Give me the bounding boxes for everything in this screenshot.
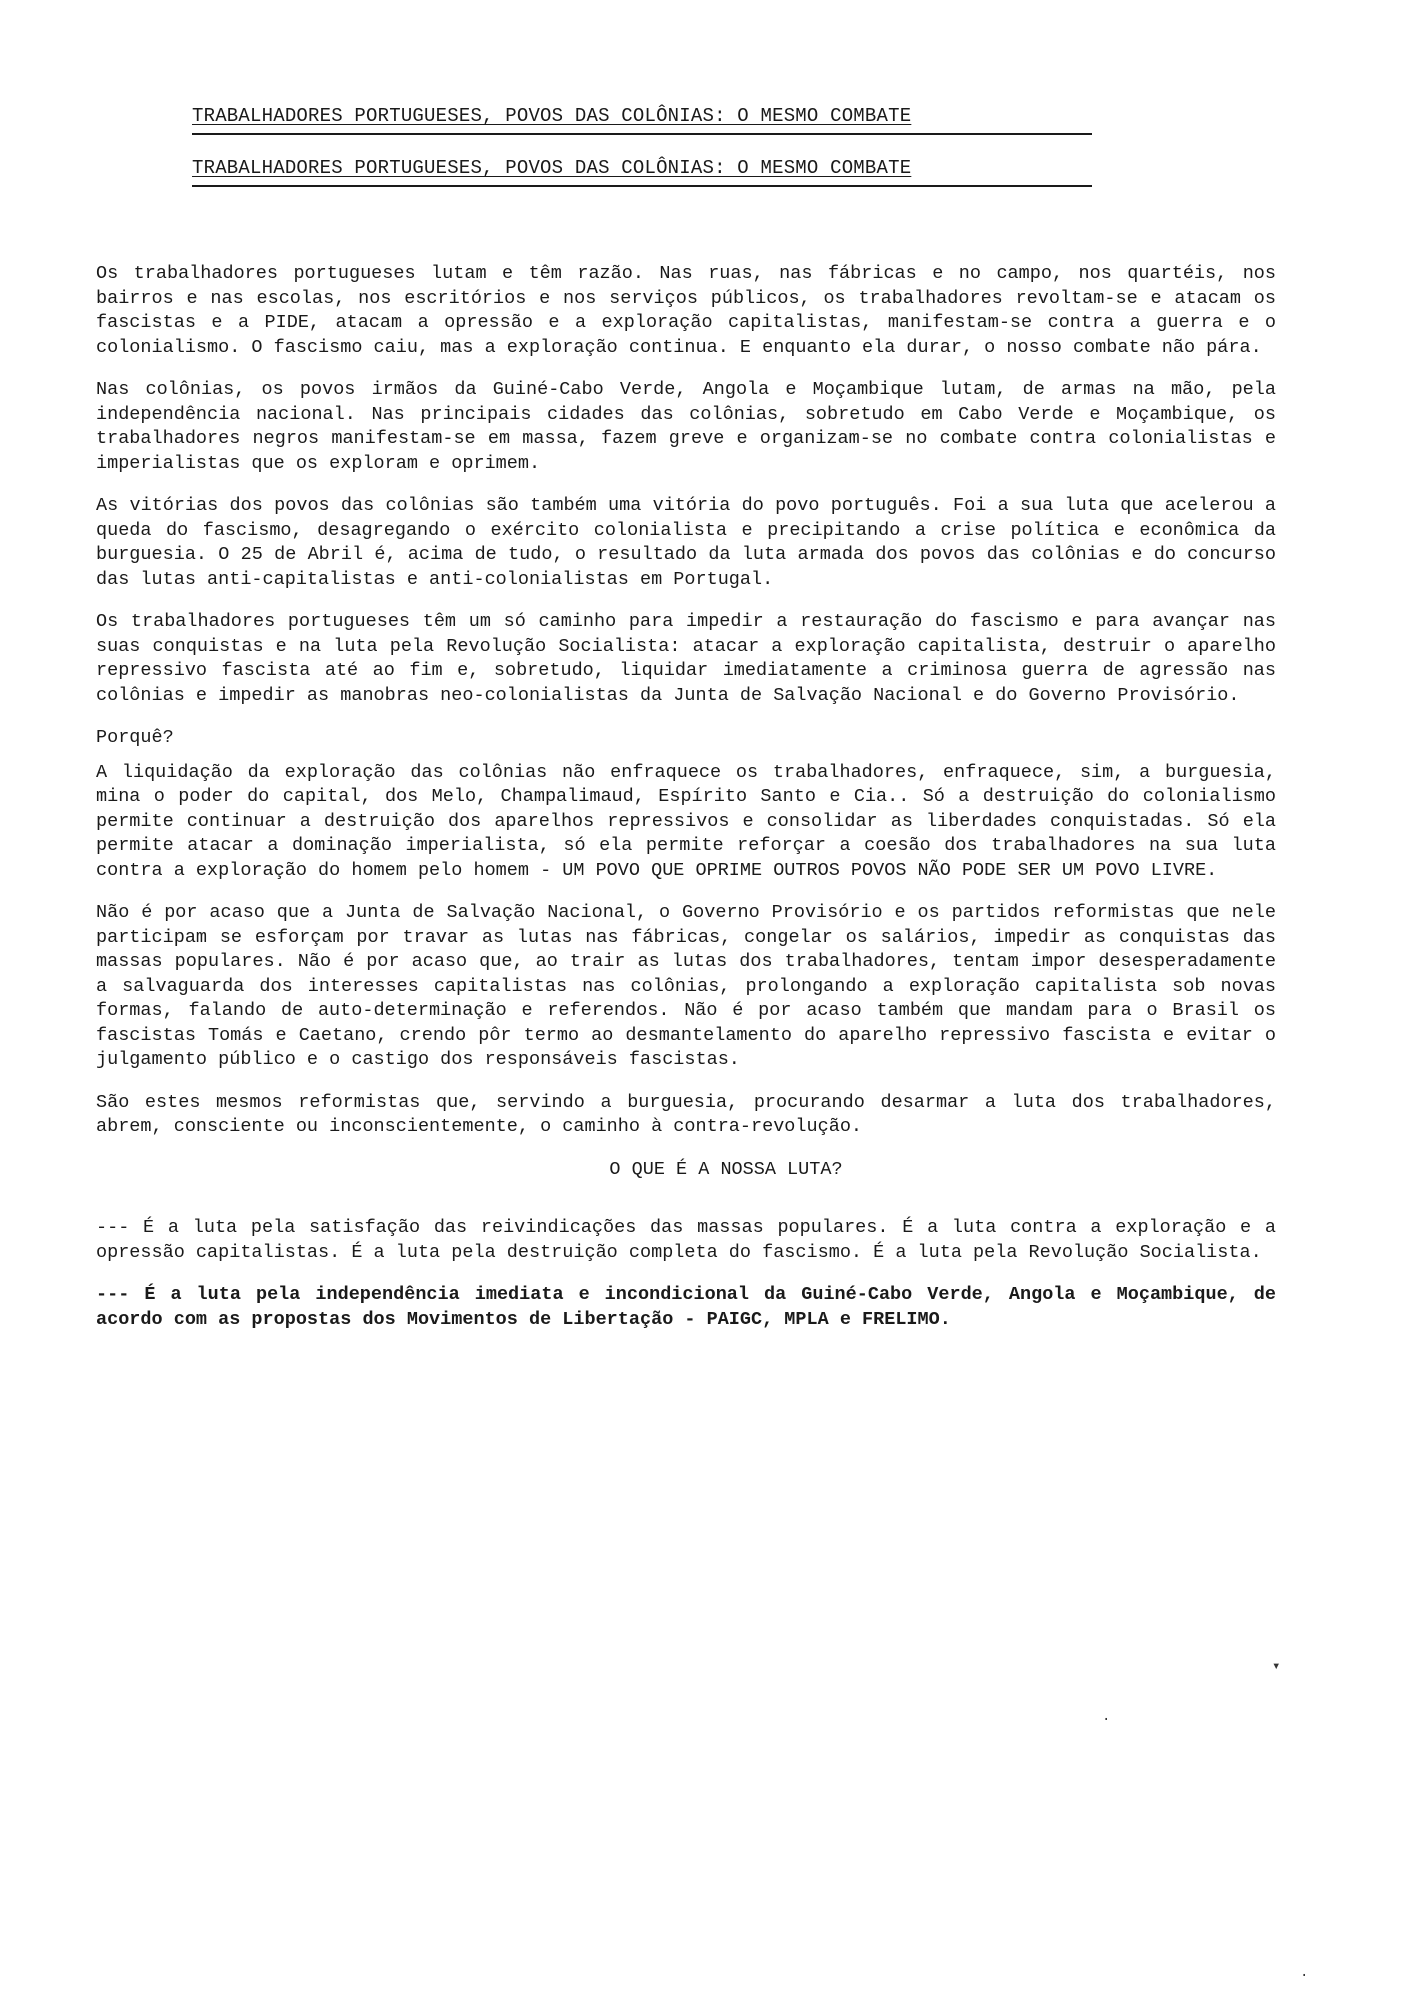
scan-speck-icon: · xyxy=(1102,1712,1111,1728)
paragraph: Os trabalhadores portugueses lutam e têm razão. Nas ruas, nas fábricas e no campo, nos quartéis, nos bairros e nas escolas, nos escritórios e nos serviços públicos, os trabalhadores revoltam-se e atacam os fascistas e a PIDE, atacam a opressão e a exploração capitalistas, manifestam-se contra a guerra e o colonialismo. O fascismo caiu, mas a exploração continua. E enquanto ela durar, o nosso combate não pára. xyxy=(96,263,1276,358)
paragraph: A liquidação da exploração das colônias não enfraquece os trabalhadores, enfraquece, sim, a burguesia, mina o poder do capital, dos Melo, Champalimaud, Espírito Santo e Cia.. Só a destruição do colonialismo permite continuar a destruição dos aparelhos repressivos e consolidar as liberdades conquistadas. Só ela permite atacar a dominação imperialista, só ela permite reforçar a coesão dos trabalhadores na sua luta contra a exploração do homem pelo homem - UM POVO QUE OPRIME OUTROS POVOS NÃO PODE SER UM POVO LIVRE. xyxy=(96,761,1276,881)
document-body xyxy=(96,262,1276,1350)
list-item: --- É a luta pela satisfação das reivindicações das massas populares. É a luta contra a exploração e a opressão capitalistas. É a luta pela destruição completa do fascismo. É a luta pela Revolução Socialista. xyxy=(96,1217,1276,1263)
section-title: O QUE É A NOSSA LUTA? xyxy=(609,1158,843,1180)
paragraph: Não é por acaso que a Junta de Salvação Nacional, o Governo Provisório e os partidos reformistas que nele participam se esforçam por travar as lutas nas fábricas, congelar os salários, impedir as conquistas das massas populares. Não é por acaso que, ao trair as lutas dos trabalhadores, tentam impor desesperadamente a salvaguarda dos interesses capitalistas nas colônias, prolongando a exploração capitalista sob novas formas, falando de auto-determinação e referendos. Não é por acaso também que mandam para o Brasil os fascistas Tomás e Caetano, crendo pôr termo ao desmantelamento do aparelho repressivo fascista e evitar o julgamento público e o castigo dos responsáveis fascistas. xyxy=(96,902,1276,1070)
paragraph: Nas colônias, os povos irmãos da Guiné-Cabo Verde, Angola e Moçambique lutam, de armas na mão, pela independência nacional. Nas principais cidades das colônias, sobretudo em Cabo Verde e Moçambique, os trabalhadores negros manifestam-se em massa, fazem greve e organizam-se no combate contra colonialistas e imperialistas que os exploram e oprimem. xyxy=(96,379,1276,474)
scan-speck-icon: ▾ xyxy=(1272,1659,1281,1675)
list-item: --- É a luta pela independência imediata e incondicional da Guiné-Cabo Verde, Angola e Moçambique, de acordo com as propostas dos Movimentos de Libertação - PAIGC, MPLA e FRELIMO. xyxy=(96,1284,1276,1330)
paragraph: Os trabalhadores portugueses têm um só caminho para impedir a restauração do fascismo e para avançar nas suas conquistas e na luta pela Revolução Socialista: atacar a exploração capitalista, destruir o aparelho repressivo fascista até ao fim e, sobretudo, liquidar imediatamente a criminosa guerra de agressão nas colônias e impedir as manobras neo-colonialistas da Junta de Salvação Nacional e do Governo Provisório. xyxy=(96,611,1276,706)
paragraph: As vitórias dos povos das colônias são também uma vitória do povo português. Foi a sua luta que acelerou a queda do fascismo, desagregando o exército colonialista e precipitando a crise política e econômica da burguesia. O 25 de Abril é, acima de tudo, o resultado da luta armada dos povos das colônias e do concurso das lutas anti-capitalistas e anti-colonialistas em Portugal. xyxy=(96,495,1276,590)
question-heading: Porquê? xyxy=(96,727,174,748)
scan-speck-icon: · xyxy=(1300,1968,1309,1984)
paragraph: São estes mesmos reformistas que, servindo a burguesia, procurando desarmar a luta dos trabalhadores, abrem, consciente ou inconscientemente, o caminho à contra-revolução. xyxy=(96,1091,1276,1137)
document-heading: TRABALHADORES PORTUGUESES, POVOS DAS COLÔNIAS: O MESMO COMBATE xyxy=(192,104,1092,135)
document-heading-repeat: TRABALHADORES PORTUGUESES, POVOS DAS COLÔNIAS: O MESMO COMBATE xyxy=(192,156,1092,187)
